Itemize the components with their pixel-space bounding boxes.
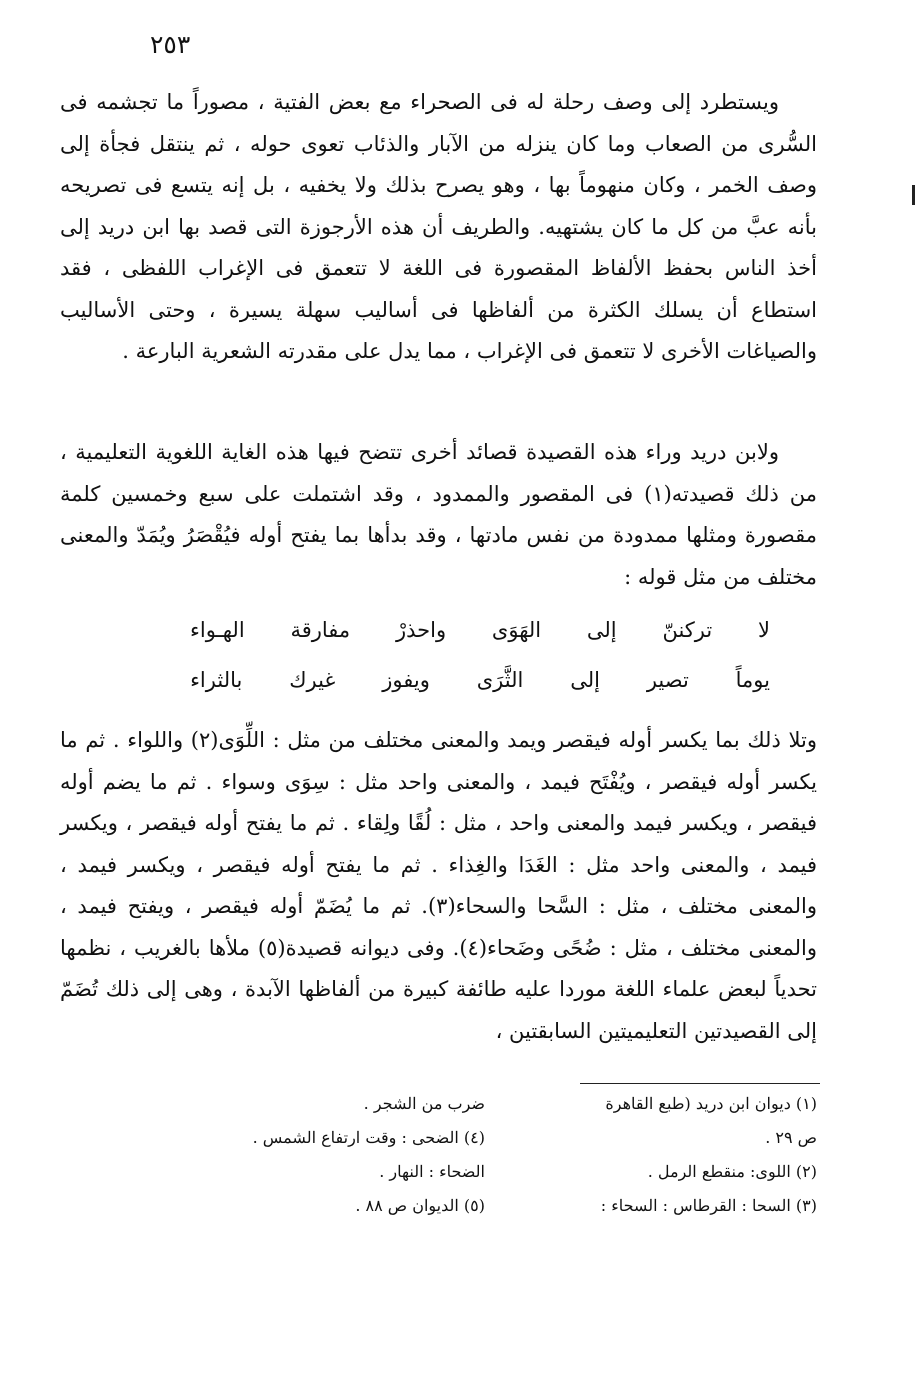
verse-word: واحذرْ bbox=[395, 618, 447, 642]
verse-word: بالثراء bbox=[190, 668, 243, 692]
paragraph-3-text: وتلا ذلك بما يكسر أوله فيقصر ويمد والمعنى مختلف من مثل : اللِّوَى(٢) واللواء . ثم ما يكسر أوله فيقصر ، ويُفْتَح فيمد ، والمعنى واحد مثل : سِوَى وسواء . ثم ما يضم أوله فيقصر ، ويكسر فيمد والمعنى واحد ، مثل : لُقًا ولِقاء . ثم ما يفتح أوله فيقصر ، ويكسر فيمد ، والمعنى واحد مثل : الغَدَا والغِذاء . ثم ما يفتح أوله فيقصر ، ويكسر فيمد ، والمعنى مختلف ، مثل : السَّحا والسحاء(٣). ثم ما يُضَمّ أوله فيقصر ، ويفتح فيمد ، والمعنى مختلف ، مثل : ضُحًى وضَحاء(٤). وفى ديوانه قصيدة(٥) ملأها بالغريب ، نظمها تحدياً لبعض علماء اللغة موردا عليه طائفة كبيرة من ألفاظها الآبدة ، وهى إلى ذلك تُضَمّ إلى القصيدتين التعليميتين السابقتين ، bbox=[60, 728, 818, 1043]
footnote-2: (٢) اللوى: منقطع الرمل . bbox=[647, 1162, 817, 1181]
paragraph-3 bbox=[60, 720, 817, 1052]
verse-line-2 bbox=[190, 668, 770, 692]
footnote-4: (٤) الضحى : وقت ارتفاع الشمس . bbox=[252, 1128, 485, 1147]
verse-word: إلى bbox=[570, 668, 600, 692]
verse-word: يوماً bbox=[735, 668, 770, 692]
page-number: ٢٥٣ bbox=[150, 30, 191, 59]
verse-word: مفارقة bbox=[290, 618, 351, 642]
verse-word: غيرك bbox=[289, 668, 336, 692]
verse-line-1 bbox=[190, 618, 770, 642]
verse-word: تصير bbox=[646, 668, 689, 692]
footnote-divider bbox=[580, 1083, 820, 1084]
verse-word: الثَّرَى bbox=[476, 668, 524, 692]
paragraph-1-text: ويستطرد إلى وصف رحلة له فى الصحراء مع بعض الفتية ، مصوراً ما تجشمه فى السُّرى من الصعاب وما كان ينزله من الآبار والذئاب تعوى حوله ، ثم ينتقل فجأة إلى وصف الخمر ، وكان منهوماً بها ، وهو يصرح بذلك ولا يخفيه ، بل إنه يتسع فى تصريحه بأنه عبَّ من كل ما كان يشتهيه. والطريف أن هذه الأرجوزة التى قصد بها ابن دريد إلى أخذ الناس بحفظ الألفاظ المقصورة فى اللغة لا تتعمق فى الإغراب اللفظى ، فقد استطاع أن يسلك الكثرة من ألفاظها فى أساليب سهلة يسيرة ، وحتى الأساليب والصياغات الأخرى لا تتعمق فى الإغراب ، مما يدل على مقدرته الشعرية البارعة . bbox=[60, 90, 817, 363]
paragraph-2 bbox=[60, 432, 817, 598]
footnote-1: (١) ديوان ابن دريد (طبع القاهرة bbox=[605, 1094, 817, 1113]
verse-word: ويفوز bbox=[382, 668, 430, 692]
footnote-3-continued: ضرب من الشجر . bbox=[363, 1094, 485, 1113]
verse-word: الهـواء bbox=[190, 618, 245, 642]
verse-word: الهَوَى bbox=[491, 618, 542, 642]
footnote-4-continued: الضحاء : النهار . bbox=[379, 1162, 485, 1181]
paragraph-2-text: ولابن دريد وراء هذه القصيدة قصائد أخرى تتضح فيها هذه الغاية اللغوية التعليمية ، من ذلك قصيدته(١) فى المقصور والممدود ، وقد اشتملت على سبع وخمسين كلمة مقصورة ومثلها ممدودة من نفس مادتها ، وقد بدأها بما يفتح أوله فيُقْصَرُ ويُمَدّ والمعنى مختلف من مثل قوله : bbox=[60, 440, 817, 589]
verse-word: لا bbox=[758, 618, 770, 642]
verse-word: إلى bbox=[586, 618, 617, 642]
verse-word: تركننّ bbox=[662, 618, 713, 642]
paragraph-1 bbox=[60, 82, 817, 373]
footnote-3: (٣) السحا : القرطاس : السحاء : bbox=[600, 1196, 817, 1215]
footnote-5: (٥) الديوان ص ٨٨ . bbox=[355, 1196, 485, 1215]
footnote-1-continued: ص ٢٩ . bbox=[765, 1128, 817, 1147]
